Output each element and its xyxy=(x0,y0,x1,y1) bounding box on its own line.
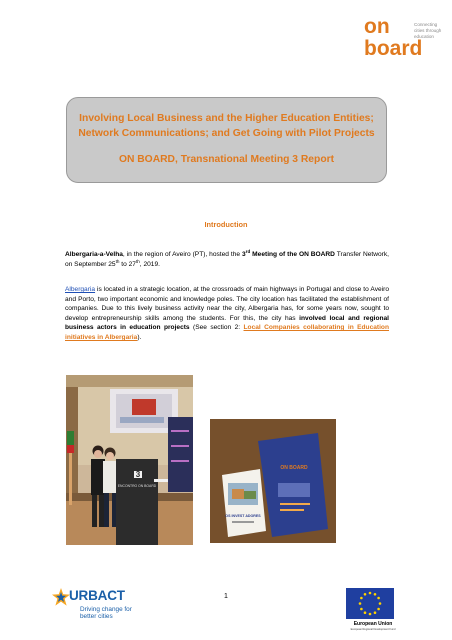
page-number: 1 xyxy=(224,593,228,600)
p1-sup2: th xyxy=(135,258,140,264)
onboard-logo-mark xyxy=(364,13,423,61)
report-subtitle: ON BOARD, Transnational Meeting 3 Report xyxy=(118,154,335,165)
section-heading-introduction: Introduction xyxy=(204,220,248,229)
p1-text-a: , in the region of Aveiro (PT), hosted the xyxy=(122,251,242,258)
presentation-photo xyxy=(66,375,193,545)
p1-text-d: , 2019. xyxy=(139,260,160,268)
p1-text-b: Transfer Network, on September 25 xyxy=(65,251,389,268)
p2-bold: involved local and regional business actors in education projects xyxy=(65,314,389,332)
intro-paragraph-2 xyxy=(65,285,389,343)
podium-number: 3 xyxy=(135,470,141,479)
booklet-sub: OS INVEST ADORES xyxy=(225,514,261,518)
place-name: Albergaria-a-Velha xyxy=(65,251,123,258)
p2-text-c: ). xyxy=(137,333,142,341)
p2-text-a: is located in a strategic location, at the crossroads of main highways in Portugal and close to Aveiro and Porto, two important economic and knowledge poles. The city location has facilitated the establishment of companies. Due to this lively business activity near the city, Albergaria has, for some years now, sought to develop entrepreneurship skills among the students. For this, the city has xyxy=(65,286,389,322)
logo-tagline: Connecting cities through education xyxy=(414,22,442,39)
logo-line1: on xyxy=(364,15,390,38)
urbact-tagline-1: Driving change for xyxy=(80,606,132,613)
eu-fund: European Regional Development Fund xyxy=(350,628,396,631)
title-box xyxy=(66,97,387,183)
urbact-tagline-2: better cities xyxy=(80,613,113,620)
eu-name: European Union xyxy=(353,621,393,627)
urbact-star-icon xyxy=(52,588,70,606)
p1-sup1: th xyxy=(115,258,120,264)
booklet-title: ON BOARD xyxy=(280,465,308,471)
p2-text-b: (See section 2: xyxy=(189,324,244,332)
albergaria-link[interactable]: Albergaria xyxy=(65,286,96,293)
onboard-logo xyxy=(364,13,448,63)
intro-paragraph-1 xyxy=(65,250,389,269)
section-2-link[interactable]: Local Companies collaborating in Education initiatives in Albergaria xyxy=(65,324,389,341)
meeting-number: 3rd Meeting of the ON BOARD xyxy=(241,249,335,258)
brochures-photo xyxy=(210,419,336,543)
eu-flag-icon xyxy=(346,588,394,619)
eu-logo xyxy=(343,588,403,634)
urbact-logo xyxy=(52,588,152,626)
report-title: Involving Local Business and the Higher Education Entities; Network Communications; and Get Going with Pilot Projects xyxy=(78,113,375,139)
urbact-name: URBACT xyxy=(69,588,125,603)
logo-line2: board xyxy=(364,37,423,60)
p1-text-c: to 27 xyxy=(119,260,136,268)
podium-label: ENCONTRO ON BOARD xyxy=(117,484,157,488)
